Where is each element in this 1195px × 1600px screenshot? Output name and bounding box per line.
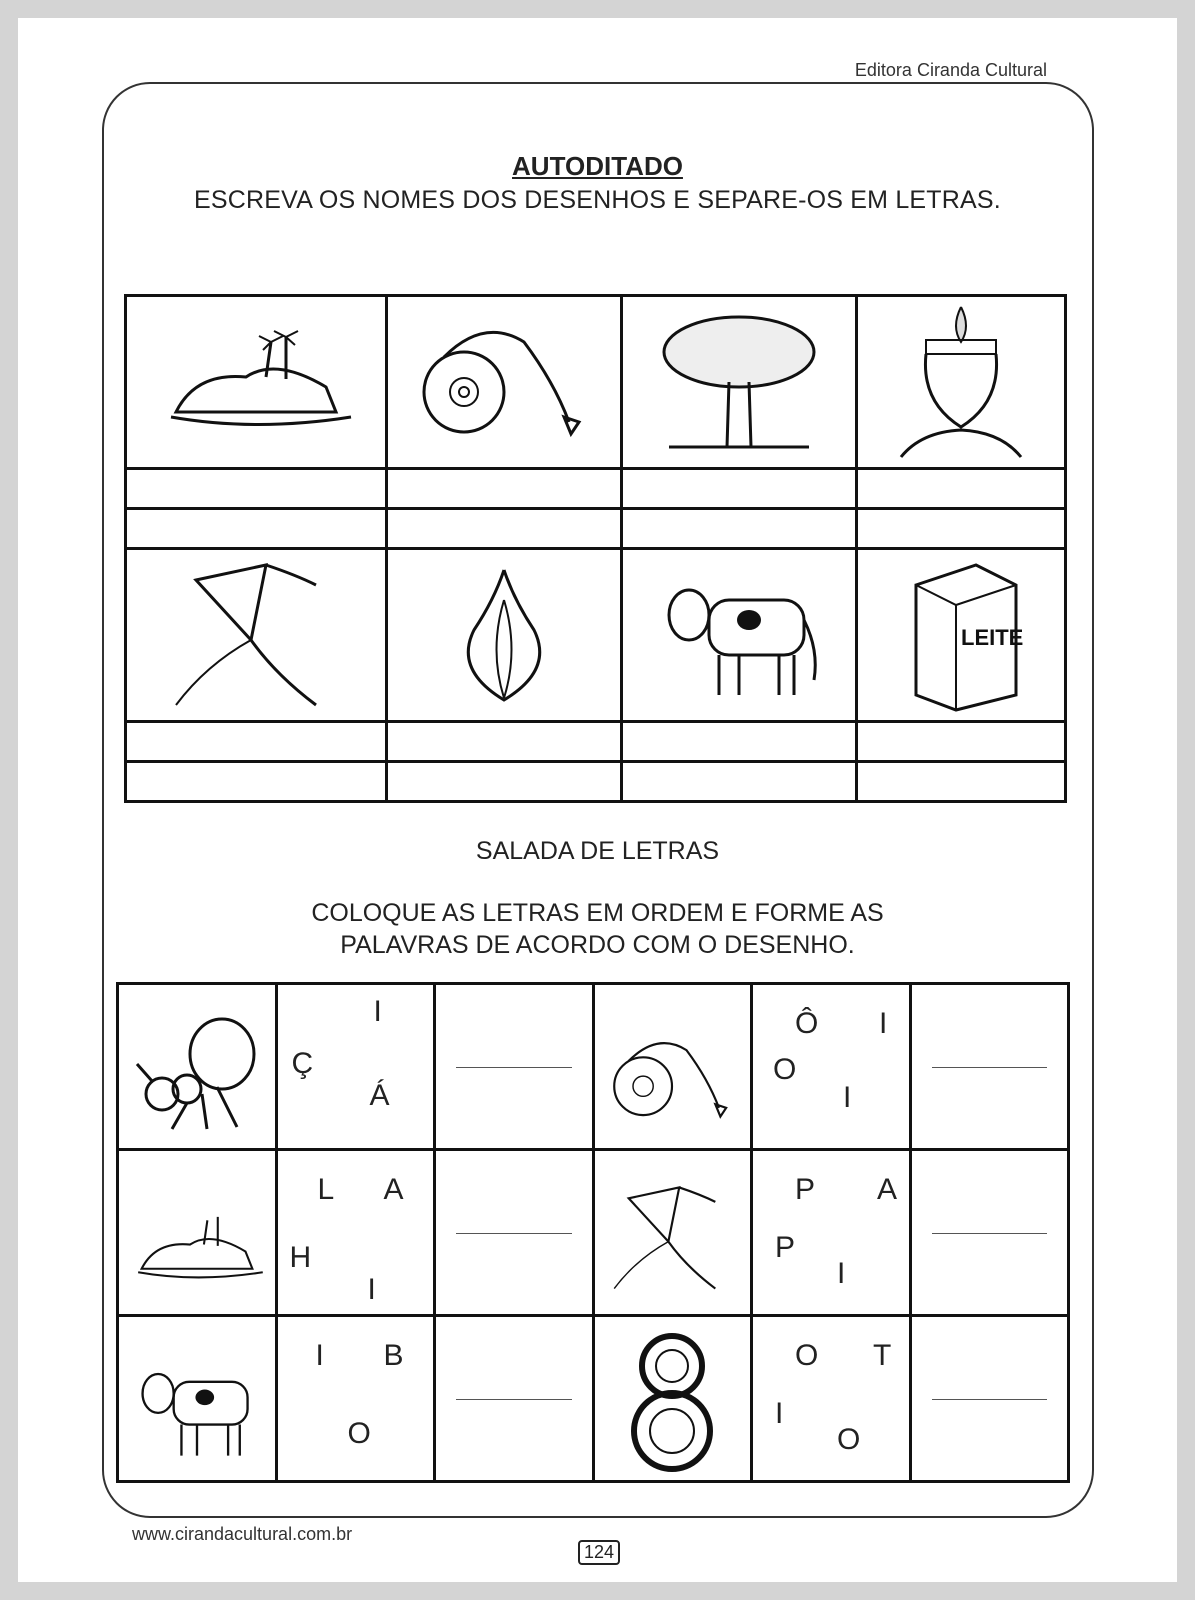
publisher-label: Editora Ciranda Cultural: [854, 60, 1047, 80]
letter: O: [773, 1053, 797, 1086]
letter-cell: [276, 1150, 435, 1316]
letter: P: [775, 1231, 796, 1264]
letter: Á: [369, 1079, 390, 1112]
letter: I: [315, 1339, 324, 1372]
answer-cell[interactable]: [435, 1150, 594, 1316]
milk-carton-icon: [886, 555, 1036, 715]
letter: H: [289, 1241, 312, 1274]
number-eight-icon: [617, 1326, 727, 1476]
letter: O: [837, 1423, 861, 1456]
tree-icon: [649, 307, 829, 457]
writing-line[interactable]: [126, 469, 387, 509]
letter-cell: [752, 984, 911, 1150]
section2-instruction-line1: COLOQUE AS LETRAS EM ORDEM E FORME AS: [311, 899, 884, 927]
indian-boy-icon: [881, 302, 1041, 462]
writing-line[interactable]: [621, 722, 856, 762]
answer-cell[interactable]: [435, 1316, 594, 1482]
answer-cell[interactable]: [435, 984, 594, 1150]
section2-instruction: [0, 897, 1195, 961]
writing-line[interactable]: [386, 469, 621, 509]
kite-icon: [166, 555, 346, 715]
answer-cell[interactable]: [910, 984, 1069, 1150]
picture-cell: [593, 1316, 752, 1482]
letter: I: [367, 1273, 376, 1306]
onion-icon: [434, 560, 574, 710]
answer-line: [456, 1399, 572, 1400]
picture-cell: [856, 296, 1065, 469]
picture-cell: [621, 549, 856, 722]
picture-cell: [593, 984, 752, 1150]
writing-line[interactable]: [126, 509, 387, 549]
kite-icon: [607, 1168, 737, 1308]
letter-cell: [752, 1150, 911, 1316]
letter: I: [837, 1257, 846, 1290]
letter: L: [317, 1173, 335, 1206]
answer-line: [932, 1233, 1048, 1234]
picture-cell: [856, 549, 1065, 722]
website-link[interactable]: www.cirandacultural.com.br: [132, 1524, 353, 1544]
letter-cell: [276, 984, 435, 1150]
writing-line[interactable]: [621, 762, 856, 802]
letter: I: [373, 995, 382, 1028]
cow-icon: [127, 1349, 267, 1469]
yoyo-icon: [607, 1024, 737, 1134]
writing-line[interactable]: [126, 722, 387, 762]
letter: B: [383, 1339, 404, 1372]
write-names-table: [124, 294, 1067, 803]
letter: Ç: [291, 1047, 314, 1080]
svg-text:LEITE: LEITE: [960, 625, 1024, 650]
section2-instruction-line2: PALAVRAS DE ACORDO COM O DESENHO.: [340, 931, 855, 959]
picture-cell: [593, 1150, 752, 1316]
writing-line[interactable]: [856, 509, 1065, 549]
answer-line: [456, 1067, 572, 1068]
letter: O: [347, 1417, 371, 1450]
island-icon: [127, 1203, 267, 1293]
picture-cell: [118, 984, 277, 1150]
letter: A: [383, 1173, 404, 1206]
writing-line[interactable]: [386, 722, 621, 762]
section2-title: SALADA DE LETRAS: [475, 837, 720, 865]
writing-line[interactable]: [856, 762, 1065, 802]
yoyo-icon: [414, 312, 594, 452]
picture-cell: [126, 549, 387, 722]
answer-line: [932, 1399, 1048, 1400]
letter-salad-table: [116, 982, 1070, 1483]
instruction-text: ESCREVA OS NOMES DOS DESENHOS E SEPARE-OS EM LETRAS.: [194, 186, 1001, 214]
picture-cell: [386, 296, 621, 469]
letter-cell: [276, 1316, 435, 1482]
writing-line[interactable]: [386, 762, 621, 802]
writing-line[interactable]: [856, 469, 1065, 509]
writing-line[interactable]: [621, 509, 856, 549]
picture-cell: [621, 296, 856, 469]
letter: I: [879, 1007, 888, 1040]
writing-line[interactable]: [386, 509, 621, 549]
letter: Ô: [795, 1007, 819, 1040]
answer-line: [456, 1233, 572, 1234]
letter: I: [843, 1081, 852, 1114]
page-number: 124: [578, 1540, 620, 1565]
picture-cell: [118, 1316, 277, 1482]
letter: O: [795, 1339, 819, 1372]
letter-cell: [752, 1316, 911, 1482]
ant-icon: [127, 1009, 267, 1139]
page-title: AUTODITADO: [512, 151, 683, 181]
picture-cell: [386, 549, 621, 722]
answer-line: [932, 1067, 1048, 1068]
cow-icon: [649, 560, 829, 710]
writing-line[interactable]: [856, 722, 1065, 762]
picture-cell: [118, 1150, 277, 1316]
answer-cell[interactable]: [910, 1150, 1069, 1316]
letter: T: [873, 1339, 892, 1372]
letter: A: [877, 1173, 898, 1206]
picture-cell: [126, 296, 387, 469]
writing-line[interactable]: [621, 469, 856, 509]
writing-line[interactable]: [126, 762, 387, 802]
letter: I: [775, 1397, 784, 1430]
answer-cell[interactable]: [910, 1316, 1069, 1482]
island-icon: [156, 317, 356, 447]
letter: P: [795, 1173, 816, 1206]
